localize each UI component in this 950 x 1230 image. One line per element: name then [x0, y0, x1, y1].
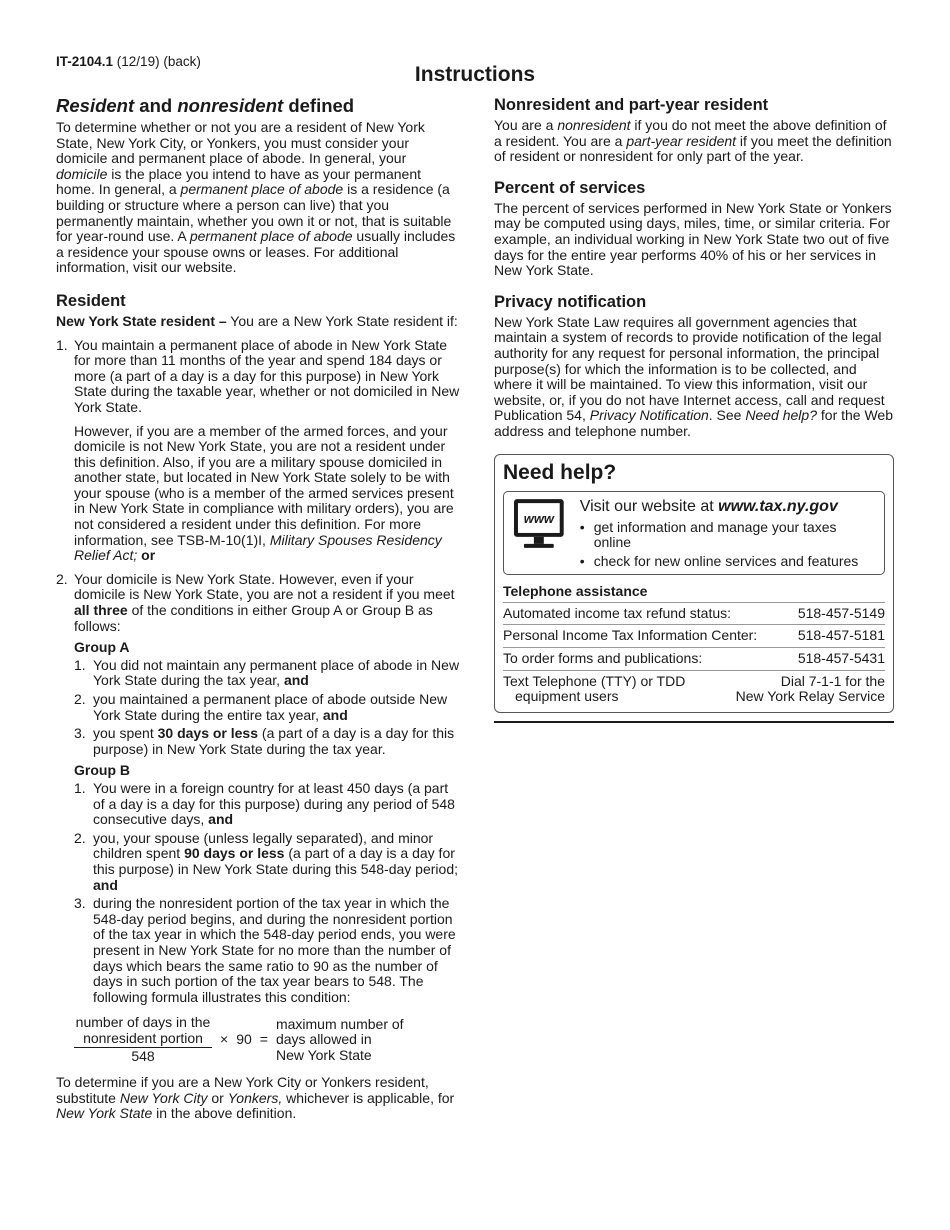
section-nonresident: [494, 96, 894, 165]
equals-sign: =: [259, 1031, 268, 1048]
list-text: Your domicile is New York State. However, even if your domicile is New York State, you are not a resident if you meet all three of the conditions in either Group A or Group B as follows:: [74, 570, 455, 634]
help-bullet: • check for new online services and features: [580, 554, 876, 570]
telephone-heading: Telephone assistance: [503, 583, 648, 600]
list-item: 3. during the nonresident portion of the tax year in which the 548-day period begins, and during the nonresident portion of the tax year in which the 548-day period ends, you were present in New York State for no more than the number of days which bears the same ratio to 90 as the number of days in such portion of the tax year bears to 548. The following formula illustrates this condition:: [74, 895, 456, 1005]
horizontal-rule: [494, 721, 894, 723]
group-a-list: [74, 658, 460, 758]
section-defined: [56, 96, 460, 276]
percent-paragraph: The percent of services performed in New York State or Yonkers may be computed using days, miles, time, or similar criteria. For example, an individual working in New York State two out of five days for the entire year performs 40% of his or her services in New York State.: [494, 199, 892, 279]
section-heading-privacy: Privacy notification: [494, 292, 647, 311]
website-text: [580, 497, 876, 570]
need-help-box: [494, 454, 894, 713]
resident-conditions-list: [56, 338, 460, 1066]
heading-part: nonresident: [177, 95, 284, 116]
right-column: [494, 96, 894, 713]
list-item: 1. You were in a foreign country for at least 450 days (a part of a day is a day for this purpose) during any period of 548 consecutive days, and: [74, 779, 455, 828]
computer-icon: [512, 497, 566, 551]
www-label: www: [523, 510, 554, 526]
formula-numerator: number of days in the nonresident portion: [74, 1015, 212, 1048]
phone-row: Personal Income Tax Information Center: 518-457-5181: [503, 624, 885, 647]
group-b-list: [74, 781, 460, 1005]
phone-row: Automated income tax refund status: 518-457-5149: [503, 602, 885, 625]
section-heading-percent: Percent of services: [494, 178, 646, 197]
form-number: IT-2104.1: [56, 54, 114, 69]
help-bullet: • get information and manage your taxes online: [580, 520, 876, 551]
list-item: 2. you, your spouse (unless legally separated), and minor children spent 90 days or less (a part of a day is a day for this purpose) in New York State during this 548-day period; and: [74, 829, 458, 893]
list-text: You maintain a permanent place of abode in New York State for more than 11 months of the year and spend 184 days or more (a part of a day is a day for this purpose) in New York State during the taxable year, whether or not domiciled in New York State.: [74, 336, 460, 415]
heading-part: defined: [283, 95, 355, 116]
heading-part: and: [134, 95, 178, 116]
formula-fraction: [74, 1015, 212, 1065]
list-item: [56, 572, 460, 1065]
phone-row-tty: Text Telephone (TTY) or TDD equipment users Dial 7-1-1 for the New York Relay Service: [503, 670, 885, 708]
section-percent: [494, 179, 894, 279]
list-item: [56, 338, 460, 564]
times-sign: ×: [220, 1031, 229, 1048]
section-heading-nonresident: Nonresident and part-year resident: [494, 96, 769, 114]
section-resident: [56, 292, 460, 1122]
armed-forces-paragraph: However, if you are a member of the armed forces, and your domicile is not New York State, you are not a resident under this definition. Also, if you are a military spouse domiciled in another state, but located in New York State solely to be with your spouse (who is a member of the armed services present in New York State in compliance with military orders), you are not considered a resident under this definition. For more information, see TSB-M-10(1)I, Military Spouses Residency Relief Act; or: [74, 422, 454, 564]
formula-result: maximum number of days allowed in New York State: [275, 1015, 404, 1063]
telephone-assistance: [503, 584, 885, 708]
closing-paragraph: To determine if you are a New York City or Yonkers resident, substitute New York City or Yonkers, whichever is applicable, for New York State in the above definition.: [56, 1074, 455, 1122]
resident-lead: New York State resident – You are a New York State resident if:: [56, 312, 458, 329]
defined-paragraph: To determine whether or not you are a resident of New York State, New York City, or Yonkers, you must consider your domicile and permanent place of abode. In general, your domicile is the place you intend to have as your permanent home. In general, a permanent place of abode is a residence (a building or structure where a person can live) that you permanently maintain, whether you own it or not, that is suitable for year-round use. A permanent place of abode usually includes a residence your spouse owns or leases. For additional information, visit our website.: [56, 119, 456, 276]
list-item: 2. you maintained a permanent place of abode outside New York State during the entire tax year, and: [74, 691, 448, 723]
formula-factor: 90: [236, 1031, 252, 1048]
list-item: 3. you spent 30 days or less (a part of a day is a day for this purpose) in New York State during the tax year.: [74, 725, 455, 757]
website-link[interactable]: www.tax.ny.gov: [718, 497, 838, 515]
page-title: Instructions: [414, 63, 536, 86]
privacy-paragraph: New York State Law requires all government agencies that maintain a system of records to provide notification of the legal authority for any request for personal information, the principal purpose(s) for which the information is to be collected, and where it will be maintained. To view this information, visit our website, or, if you do not have Internet access, call and request Publication 54, Privacy Notification. See Need help? for the Web address and telephone number.: [494, 313, 894, 439]
section-heading-defined: [56, 96, 460, 116]
left-column: [56, 96, 460, 1122]
formula-denominator: 548: [131, 1048, 155, 1065]
need-help-heading: Need help?: [503, 460, 617, 484]
group-a-label: Group A: [74, 639, 130, 656]
formula: [74, 1015, 460, 1065]
heading-part: Resident: [56, 95, 135, 116]
list-item: 1. You did not maintain any permanent place of abode in New York State during the tax year, and: [74, 656, 460, 689]
form-revision: (12/19) (back): [113, 54, 201, 69]
list-number: 1.: [56, 336, 68, 353]
section-heading-resident: Resident: [56, 291, 126, 310]
section-privacy: [494, 293, 894, 440]
list-number: 2.: [56, 570, 68, 587]
phone-row: To order forms and publications: 518-457-5431: [503, 647, 885, 670]
visit-line: Visit our website at www.tax.ny.gov: [579, 497, 838, 515]
website-box: [503, 491, 885, 576]
group-b-label: Group B: [74, 762, 130, 779]
nonresident-paragraph: You are a nonresident if you do not meet the above definition of a resident. You are a part-year resident if you meet the definition of resident or nonresident for only part of the year.: [494, 117, 892, 165]
